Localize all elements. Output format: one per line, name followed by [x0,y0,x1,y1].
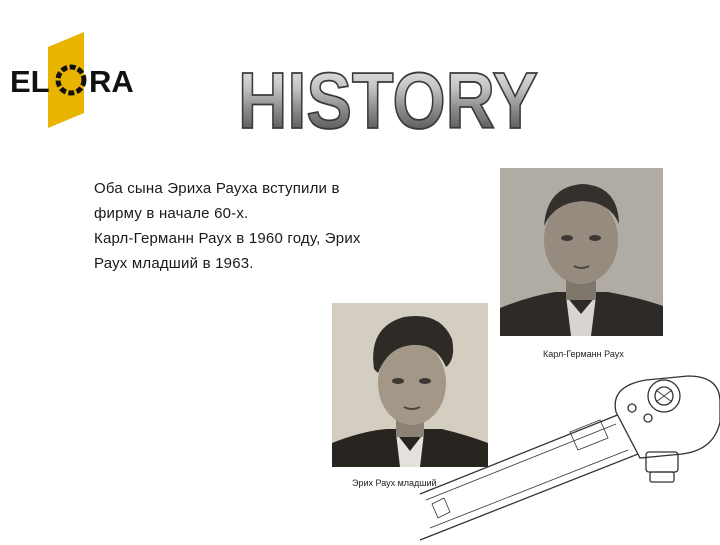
body-paragraph [94,176,434,276]
page-title [228,30,548,145]
body-line: Раух младший в 1963. [94,255,254,272]
ratchet-wrench-icon [420,372,720,540]
title-text: HISTORY [238,56,538,145]
body-line: фирму в начале 60-х. [94,205,249,222]
svg-text:RA: RA [89,64,134,99]
elora-logo [8,30,138,130]
svg-text:EL: EL [10,64,50,99]
portrait-photo-karl-hermann [500,168,663,336]
body-line: Оба сына Эриха Рауха вступили в [94,180,340,197]
photo-caption: Карл-Германн Раух [543,349,624,359]
body-line: Карл-Германн Раух в 1960 году, Эрих [94,230,361,247]
photo-caption: Эрих Раух младший [352,478,437,488]
